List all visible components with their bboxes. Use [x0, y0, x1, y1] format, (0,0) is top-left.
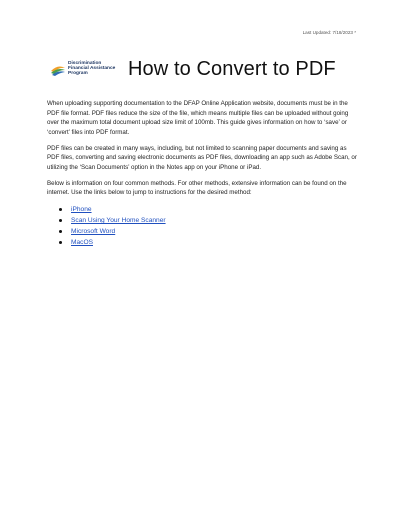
dfap-logo — [50, 61, 122, 81]
last-updated-text: Last Updated: 7/18/2023 * — [302, 30, 356, 35]
logo-wordmark — [68, 61, 115, 77]
list-item — [71, 215, 357, 226]
main-content — [47, 99, 357, 248]
bullet-icon — [59, 219, 62, 222]
link-iphone[interactable]: iPhone — [71, 206, 92, 213]
link-macos[interactable]: MacOS — [71, 239, 93, 246]
bullet-icon — [59, 208, 62, 211]
bullet-icon — [59, 241, 62, 244]
logo-line-1: Discrimination — [68, 61, 102, 66]
page-title: How to Convert to PDF — [128, 58, 336, 80]
page-header — [50, 55, 360, 85]
method-links-list — [47, 204, 357, 248]
methods-paragraph: PDF files can be created in many ways, including, but not limited to scanning paper documents and saving as PDF files, converting and saving electronic documents as PDF files, downloading an app such as Adobe Scan, or utilizing the ‘Scan Documents’ option in the Notes app on your iPhone or iPad. — [47, 144, 357, 171]
link-microsoft-word[interactable]: Microsoft Word — [71, 228, 116, 235]
logo-line-2: Financial Assistance — [68, 66, 116, 72]
logo-emblem-icon — [50, 62, 66, 78]
list-item — [71, 237, 357, 248]
list-item — [71, 204, 357, 215]
logo-line-3: Program — [68, 71, 88, 77]
intro-paragraph: When uploading supporting documentation to the DFAP Online Application website, documents must be in the PDF file format. PDF files reduce the size of the file, which means multiple files can be uploaded without going over the maximum total document upload size limit of 100mb. This guide gives information on how to ‘save’ or ‘convert’ files into PDF format. — [47, 100, 349, 136]
links-intro-paragraph: Below is information on four common methods. For other methods, extensive information can be found on the internet. Use the links below to jump to instructions for the desired method: — [47, 179, 347, 196]
link-home-scanner[interactable]: Scan Using Your Home Scanner — [71, 217, 166, 224]
bullet-icon — [59, 230, 62, 233]
list-item — [71, 226, 357, 237]
